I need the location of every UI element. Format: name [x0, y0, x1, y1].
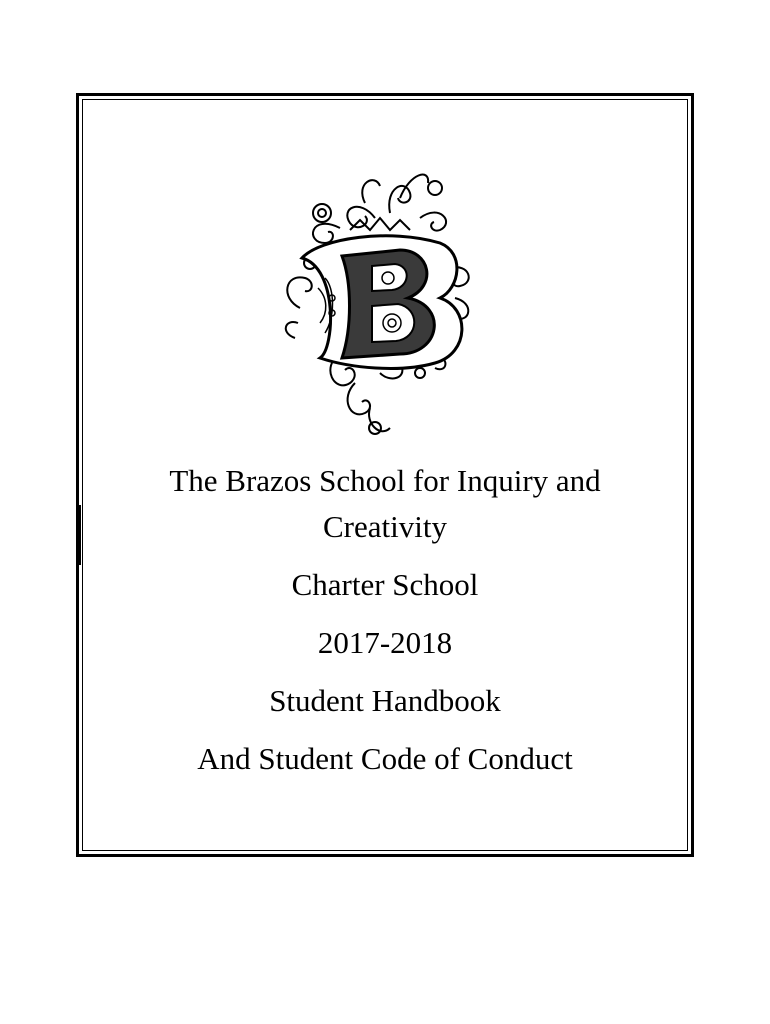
school-type: Charter School	[291, 567, 479, 602]
handbook-title: Student Handbook	[269, 683, 501, 718]
margin-mark	[79, 505, 81, 565]
cover-title-block	[100, 458, 670, 782]
ornate-letter-b-icon	[280, 158, 490, 443]
title-line-1: The Brazos School for Inquiry and	[169, 463, 601, 498]
title-line-2: Creativity	[323, 509, 447, 544]
school-year: 2017-2018	[317, 625, 453, 660]
code-of-conduct-title: And Student Code of Conduct	[197, 741, 573, 776]
